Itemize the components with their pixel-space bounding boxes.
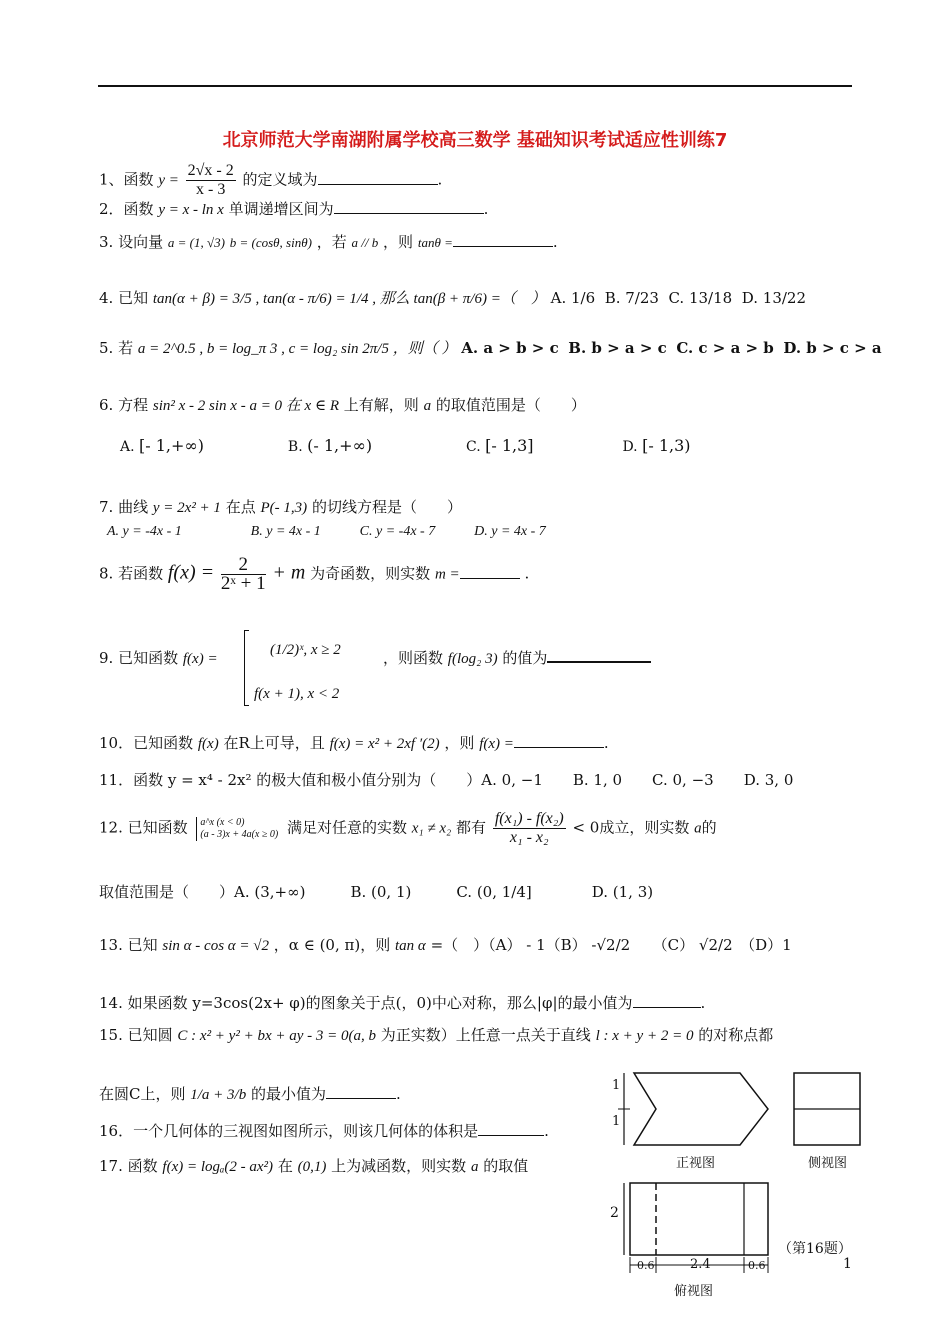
question-10: 10．已知函数 f(x) 在R上可导，且 f(x) = x² + 2xf ′(2) ，则 f(x) = .: [99, 734, 609, 752]
question-11: 11．函数 y = x⁴ - 2x² 的极大值和极小值分别为（ ）A. 0, −1 B. 1, 0 C. 0, −3 D. 3, 0: [99, 771, 794, 789]
piecewise-small: a^x (x < 0) (a - 3)x + 4a(x ≥ 0): [196, 817, 278, 841]
answer-blank: [460, 578, 520, 579]
question-6-options: A. [- 1,+∞) B. (- 1,+∞) C. [- 1,3] D. [- 1,3): [120, 436, 691, 455]
front-view-shape: [634, 1073, 768, 1145]
question-15-line2: 在圆C上，则 1/a + 3/b 的最小值为 .: [99, 1085, 401, 1103]
dim-right: 0.6: [748, 1259, 766, 1272]
question-9: 9. 已知函数 f(x) =: [99, 649, 218, 667]
question-12-options: 取值范围是（ ）A. (3,+∞) B. (0, 1) C. (0, 1/4] D. (1, 3): [99, 883, 654, 901]
question-7: 7. 曲线 y = 2x² + 1 在点 P(- 1,3) 的切线方程是（ ）: [99, 498, 462, 516]
question-2: 2．函数 y = x - ln x 单调递增区间为 .: [99, 200, 489, 218]
question-12: 12. 已知函数 a^x (x < 0) (a - 3)x + 4a(x ≥ 0) 满足对任意的实数 x₁ ≠ x₂ 都有 $\frac{\text{f(x₁) - f(x₂)}}{\text{x₁ - x₂}}$ < 0成立，则实数 a的: [99, 810, 717, 846]
question-3: 3. 设向量 a = (1, √3) b = (cosθ, sinθ) ，若 a // b ，则 tanθ = .: [99, 233, 558, 251]
answer-blank: [633, 1007, 701, 1008]
dim-mid: 2.4: [690, 1257, 711, 1272]
answer-blank: [326, 1098, 396, 1099]
header-rule: [98, 85, 852, 87]
question-16: 16．一个几何体的三视图如图所示，则该几何体的体积是 .: [99, 1122, 549, 1140]
front-view-label: 正视图: [676, 1156, 716, 1171]
dim-left: 0.6: [637, 1259, 655, 1272]
answer-blank: [453, 246, 553, 247]
page-title: 北京师范大学南湖附属学校高三数学 基础知识考试适应性训练7: [222, 130, 728, 151]
answer-blank: [514, 747, 604, 748]
question-4: 4. 已知 tan(α + β) = 3/5 , tan(α - π/6) = 1/4 , 那么 tan(β + π/6) =（ ） A. 1/6 B. 7/23 C. 13/18 D. 13/22: [99, 289, 807, 307]
answer-blank: [478, 1135, 544, 1136]
question-5: 5. 若 a = 2^0.5 , b = log_π 3 , c = log₂ sin 2π/5 ，则（ ） A. a > b > c B. b > a > c C. c > a > b D. b > c > a: [99, 339, 882, 357]
piecewise-brace: [244, 630, 249, 706]
answer-blank: [318, 184, 438, 185]
figure-caption: （第16题）: [778, 1241, 852, 1257]
question-14: 14. 如果函数 y=3cos(2x+ φ)的图象关于点(，0)中心对称，那么|φ|的最小值为 .: [99, 994, 706, 1012]
dim-height: 2: [610, 1205, 619, 1221]
question-13: 13. 已知 sin α - cos α = √2 ，α ∈ (0, π)，则 tan α =（ ）（A） - 1（B） -√2/2 （C） √2/2 （D）1: [99, 936, 792, 954]
question-1: 1、函数 y = $\frac{2√x - 2}{x - 3}$ 的定义域为 .: [99, 162, 443, 198]
answer-blank: [547, 661, 651, 663]
question-6: 6. 方程 sin² x - 2 sin x - a = 0 在 x ∈ R 上有解，则 a 的取值范围是（ ）: [99, 396, 586, 414]
top-view-shape: [630, 1183, 768, 1255]
page-number: 1: [843, 1256, 852, 1272]
question-7-options: A. y = -4x - 1 B. y = 4x - 1 C. y = -4x - 7 D. y = 4x - 7: [107, 524, 546, 539]
dim-h2: 1: [612, 1114, 621, 1129]
question-15: 15. 已知圆 C : x² + y² + bx + ay - 3 = 0(a, b 为正实数）上任意一点关于直线 l : x + y + 2 = 0 的对称点都: [99, 1026, 774, 1044]
question-17: 17. 函数 f(x) = logₐ(2 - ax²) 在 (0,1) 上为减函数，则实数 a 的取值: [99, 1157, 529, 1175]
dim-h1: 1: [612, 1078, 621, 1093]
question-9-tail: ，则函数 f(log₂ 3) 的值为: [383, 648, 651, 669]
answer-blank: [334, 213, 484, 214]
question-8: 8. 若函数 f(x) = $\frac{2}{\text{2ˣ + 1}}$ + m 为奇函数，则实数 m = .: [99, 554, 530, 594]
top-view-label: 俯视图: [674, 1284, 714, 1299]
side-view-label: 侧视图: [808, 1156, 848, 1171]
